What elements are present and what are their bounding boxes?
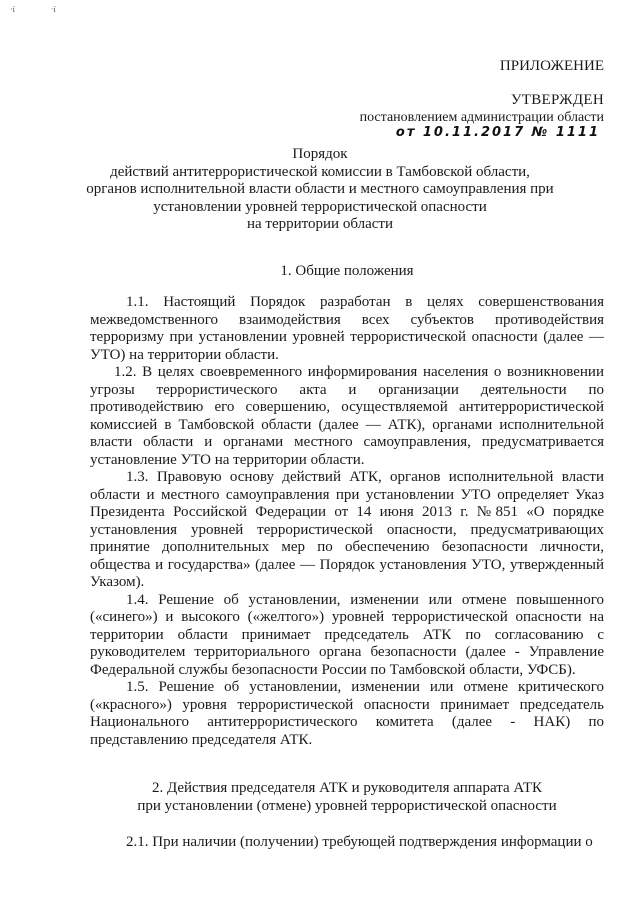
title-line: действий антитеррористической комиссии в Тамбовской области, (110, 163, 530, 180)
document-title (60, 146, 580, 234)
section-2-heading (90, 780, 604, 815)
appendix-label: ПРИЛОЖЕНИЕ (499, 58, 604, 74)
handwritten-date-number: от 10.11.2017 № 1111 (395, 124, 600, 140)
scan-marks (10, 6, 90, 14)
approved-label: УТВЕРЖДЕН (510, 91, 604, 108)
approval-block (334, 58, 604, 141)
section-1-heading: 1. Общие положения (280, 263, 414, 279)
section-1-body (90, 294, 604, 749)
title-line: на территории области (247, 216, 393, 232)
title-line: Порядок (292, 146, 348, 162)
paragraph-2-1: 2.1. При наличии (получении) требующей подтверждения информации о (126, 834, 593, 850)
section-2-heading-line: 2. Действия председателя АТК и руководителя аппарата АТК (151, 780, 543, 796)
approved-by: постановлением администрации области (359, 110, 604, 125)
scan-mark: ·í (10, 5, 15, 14)
title-line: органов исполнительной власти области и местного самоуправления при (86, 181, 554, 197)
scan-mark: ·í (50, 5, 56, 14)
paragraph-1-3: 1.3. Правовую основу действий АТК, органов исполнительной власти области и местного самоуправления при установлении УТО определяет Указ Президента Российской Федерации от 14 июня 2013 г. №851 «О порядке установления уровней террористической опасности, предусматривающих принятие дополнительных мер по обеспечению безопасности личности, общества и государства» (далее — Порядок установления УТО, утвержденный Указом). (90, 469, 604, 590)
paragraph-1-1: 1.1. Настоящий Порядок разработан в целях совершенствования межведомственного взаимодействия всех субъектов противодействия терроризму при установлении уровней террористической опасности (далее — УТО) на территории области. (90, 294, 604, 363)
section-2-heading-line: при установлении (отмене) уровней террористической опасности (137, 797, 557, 814)
title-line: установлении уровней террористической опасности (153, 198, 487, 215)
paragraph-1-5: 1.5. Решение об установлении, изменении или отмене критического («красного») уровня террористической опасности принимает председатель Национального антитеррористического комитета (далее - НАК) по представлению председателя АТК. (90, 679, 604, 748)
paragraph-1-4: 1.4. Решение об установлении, изменении или отмене повышенного («синего») и высокого («желтого») уровней террористической опасности на территории области принимает председатель АТК по согласованию с руководителем территориального органа безопасности (далее - Управление Федеральной службы безопасности России по Тамбовской области, УФСБ). (90, 591, 604, 678)
paragraph-1-2: 1.2. В целях своевременного информирования населения о возникновении угрозы террористического акта и организации деятельности по противодействию его совершению, осуществляемой антитеррористической комиссией в Тамбовской области (далее — АТК), органами исполнительной власти области и органами местного самоуправления, предусматривается установление УТО на территории области. (90, 364, 604, 468)
